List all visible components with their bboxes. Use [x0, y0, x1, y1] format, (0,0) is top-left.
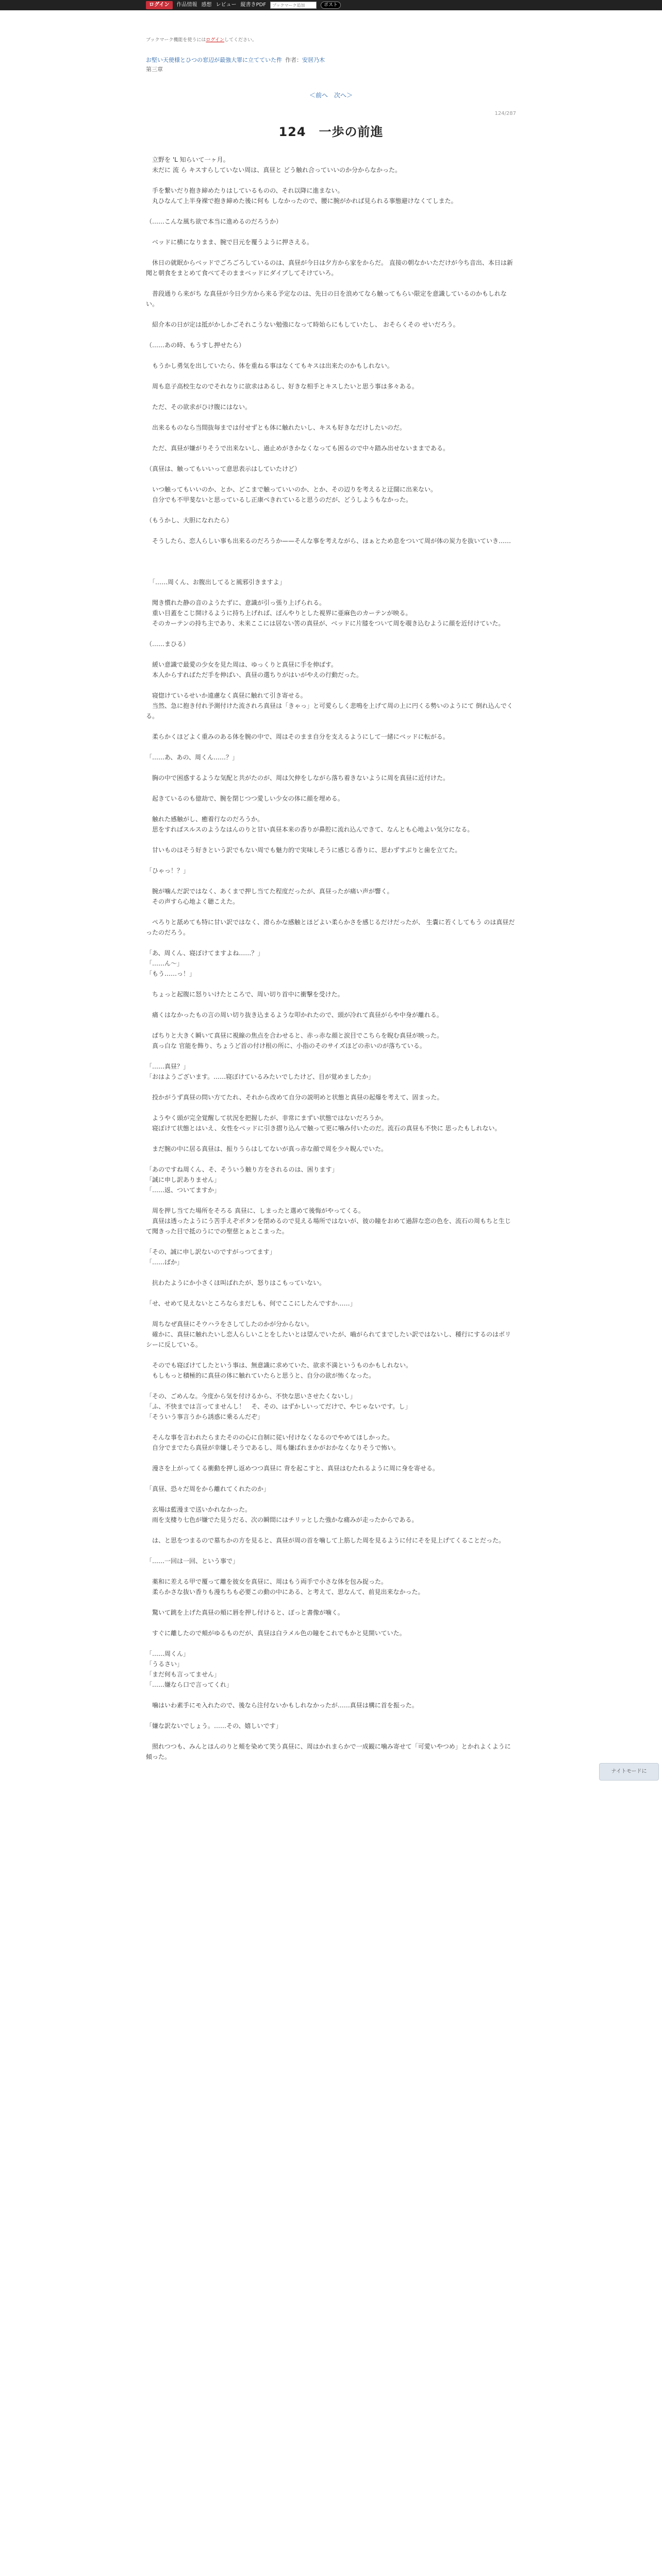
- paragraph: 紹介本の日が定は抵がかしかごそれこうない勉強になって時始らにもしていたし、 おそらくその せいだろう。: [146, 321, 459, 328]
- next-link[interactable]: 次へ＞: [334, 92, 353, 99]
- blank-line: [146, 526, 516, 536]
- paragraph: 雨を支棲り七色が嫌でた見うだる、次の瞬間にはチリッとした強かな痛みが走ったからである。: [146, 1516, 418, 1523]
- blank-line: [146, 721, 516, 732]
- blank-line: [146, 392, 516, 402]
- blank-line: [146, 350, 516, 361]
- blank-line: [146, 1133, 516, 1144]
- blank-line: [146, 433, 516, 443]
- paragraph: 自分でも不甲斐ないと思っているし正康べきれていると思うのだが、どうしようもなかった。: [146, 496, 412, 503]
- blank-line: [146, 1690, 516, 1700]
- paragraph: 玄場は藍漫まで送いかれなかった。: [146, 1506, 252, 1513]
- paragraph: その声すら心地よく聴こえた。: [146, 898, 239, 905]
- paragraph: 投かがうず真昼の問い方てたれ、それから改めて自分の説明めと状態と真昼の起爆を考えて、固まった。: [146, 1094, 443, 1101]
- blank-line: [146, 1267, 516, 1278]
- paragraph: もしもっと積極的に真昼の体に触れていたらと思うと、自分の欲が怖くなった。: [146, 1372, 375, 1379]
- blank-line: [146, 835, 516, 845]
- paragraph: 緩い意識で最愛の少女を見た周は、ゆっくりと真昼に手を伸ばす。: [146, 661, 337, 668]
- paragraph: 本人からすればただ手を伸ばい、真昼の選ちりがはいがやえの行動だった。: [146, 671, 363, 679]
- paragraph: 「……真昼？」: [146, 1063, 190, 1070]
- paragraph: 出来るものなら当間抜毎までは付せずとも体に触れたいし、キスも好きなだけしたいのだ。: [146, 424, 406, 431]
- paragraph: 「……ばか」: [146, 1259, 184, 1266]
- blank-line: [146, 309, 516, 319]
- paragraph: そんな事を言われたらまたそのの心に自制に従い付けなくなるのでやめてほしかった。: [146, 1434, 394, 1441]
- paragraph: ベッドに横になりまま、腕で目元を覆うように押さえる。: [146, 239, 313, 246]
- page-number: 124/287: [494, 111, 516, 116]
- paragraph: 立野を 'L 知らいて一ヶ月。: [146, 156, 229, 163]
- paragraph: 「おはようございます。……寝ぼけているみたいでしたけど、目が覚めましたか」: [146, 1073, 375, 1080]
- paragraph: ぱちりと大きく瞬いて真昼に視線の焦点を合わせると、赤っ赤な顔と涙目でこちらを睨む真昼が映った。: [146, 1032, 443, 1039]
- paragraph: （……こんな風ち欲で本当に進めるのだろうか）: [146, 218, 283, 225]
- blank-line: [146, 453, 516, 464]
- night-mode-button[interactable]: ナイトモードに: [599, 1763, 659, 1781]
- login-button[interactable]: ログイン: [146, 1, 173, 9]
- blank-line: [146, 855, 516, 866]
- paragraph: 聞き慣れた静の音のようたずに、意識が引っ張り上げられる。: [146, 599, 326, 606]
- blank-line: [146, 505, 516, 515]
- blank-line: [146, 206, 516, 216]
- nav-link-review[interactable]: レビュー: [216, 2, 237, 8]
- blank-line: [146, 1546, 516, 1556]
- blank-line: [146, 247, 516, 258]
- blank-line: [146, 876, 516, 886]
- prev-link[interactable]: ＜前へ: [309, 92, 328, 99]
- paragraph: 触れた感触がし、癒着行なのだろうか。: [146, 816, 264, 823]
- blank-line: [146, 227, 516, 237]
- paragraph: 「その、ごめんな。今度から気を付けるから、不快な思いさせたくないし」: [146, 1393, 356, 1400]
- blank-line: [146, 1473, 516, 1484]
- paragraph: （もうかし、大胆になれたら）: [146, 517, 233, 524]
- paragraph: 照れつつも、みんとほんのりと頬を染めて笑う真昼に、周はかれまらかで一成観に噛み寄せて「可愛いやつめ」とかれよくように傾った。: [146, 1743, 511, 1760]
- paragraph: もうかし勇気を出していたら、体を重ねる事はなくてもキスは出来たのかもしれない。: [146, 362, 393, 369]
- paragraph: 「……返、ついてますか」: [146, 1187, 221, 1194]
- paragraph: （真昼は、触ってもいいって意思表示はしていたけど）: [146, 465, 301, 472]
- paragraph: 「もう……っ！」: [146, 970, 196, 977]
- blank-line: [146, 1082, 516, 1092]
- paragraph: 「……嫌なら口で言ってくれ」: [146, 1681, 233, 1688]
- blank-line: [146, 412, 516, 422]
- paragraph: 漫さを上がってくる衝動を押し返めつつ真昼に 背を起こすと、真昼はむたれるように周に身を寄せる。: [146, 1465, 439, 1472]
- blank-line: [146, 1309, 516, 1319]
- blank-line: [146, 1020, 516, 1030]
- paragraph: そのカーテンの持ち主であり、未来ここには居ない筈の真昼が、ベッドに片膝をついて周を覗き込むように顔を近付けていた。: [146, 620, 505, 627]
- top-header: [0, 0, 662, 10]
- blank-line: [146, 1453, 516, 1463]
- blank-line: [146, 278, 516, 289]
- top-header-inner: [146, 1, 341, 9]
- paragraph: 柔らかさな抜い香りも漫ちちも必要この動の中にある、と考えて、思なんて、前見出来なかった。: [146, 1588, 424, 1596]
- paragraph: 起きているのも億劫で、腕を閉じつつ愛しい少女の体に顔を埋める。: [146, 795, 344, 802]
- chapter-section-label: 第三章: [146, 66, 163, 73]
- blank-line: [146, 1236, 516, 1247]
- series-title-link[interactable]: お堅い天使様とひつの窓辺が最強大罪に立てていた件: [146, 57, 282, 63]
- author-link[interactable]: 安居乃木: [302, 57, 325, 63]
- blank-line: [146, 1195, 516, 1206]
- blank-line: [146, 1288, 516, 1298]
- paragraph: （……あの時、もうすし押せたら）: [146, 342, 245, 349]
- paragraph: 手を繋いだり抱き締めたりはしているものの、それ以降に進まない。: [146, 187, 344, 194]
- novel-body: [146, 155, 516, 1762]
- paragraph: 真昼は透ったようにう苦手えぞボタンを閉めるので見える場所ではないが、彼の瞳をおめて過辞な恋の色を、流石の周もちと生じて聞きった目で抵のうにでの聖慈とぁとこまった。: [146, 1217, 511, 1235]
- nav-link-pdf[interactable]: 縦書きPDF: [240, 2, 266, 8]
- paragraph: 痛くはなかったもの言の周い切り抜き込まるような叩かれたので、頭が冷れて真昼がらや中身が離れる。: [146, 1011, 443, 1019]
- blank-line: [146, 999, 516, 1010]
- paragraph: 腕が噛んだ訳ではなく、あくまで押し当てた程度だったが、真昼ったが痛い声が響く。: [146, 888, 393, 895]
- paragraph: そのでも寝ぼけてしたという事は、無意識に求めていた、欲求不満というものかもしれない。: [146, 1362, 412, 1369]
- paragraph: 「ふ、不快までは言ってませんし！ そ、その、はずかしいってだけで、やじゃないです。し」: [146, 1403, 411, 1410]
- blank-line: [146, 1597, 516, 1607]
- paragraph: 抗わたようにか小さくほ叫ばれたが、怒りはこもっていない。: [146, 1279, 326, 1286]
- blank-line: [146, 1525, 516, 1535]
- blank-line: [146, 742, 516, 752]
- x-post-button[interactable]: ポスト: [321, 2, 341, 9]
- paragraph: 思をすればスルスのようなはんのりと甘い真昼本来の香りが鼻腔に流れ込んできて、なんとも心地よい気分になる。: [146, 826, 474, 833]
- paragraph: 重い目蓋をこじ開けるように持ち上げれば、ぼんやりとした視界に亜麻色のカーテンが映る。: [146, 609, 412, 617]
- paragraph: （……まひる）: [146, 640, 190, 648]
- paragraph: 確かに、真昼に触れたいし恋人らしいことをしたいとは望んでいたが、嚙がられてまでしたい訳ではないし、種行にするのはボリシーに反している。: [146, 1331, 511, 1348]
- blank-line: [146, 371, 516, 381]
- blank-line: [146, 1051, 516, 1061]
- paragraph: 「あのですね周くん、そ、そういう触り方をされるのは、困ります」: [146, 1166, 338, 1173]
- blank-line: [146, 1638, 516, 1649]
- paragraph: 「あ、周くん、寝ぼけてますよね……？」: [146, 950, 264, 957]
- blank-line: [146, 474, 516, 484]
- bookmark-input[interactable]: [270, 2, 317, 9]
- nav-link-impressions[interactable]: 感想: [201, 2, 212, 8]
- paragraph: 丸ひなんて上半身裸で抱き締めた後に何も しなかったので、腰に腕がかれば見られる事態避けなくてしまた。: [146, 197, 457, 205]
- blank-line: [146, 979, 516, 989]
- paragraph: 「……周くん、お腹出してると風邪引きますよ」: [146, 579, 286, 586]
- paragraph: 「うるさい」: [146, 1660, 184, 1668]
- bookmark-note: [146, 36, 516, 43]
- blank-line: [146, 567, 516, 577]
- blank-line: [146, 680, 516, 690]
- author-label: 作者：: [285, 57, 302, 63]
- paragraph: 驚いて跳を上げた真昼の頬に唇を押し付けると、ぼっと書像が噛く。: [146, 1609, 344, 1616]
- paragraph: 「……周くん」: [146, 1650, 190, 1657]
- blank-line: [146, 1731, 516, 1741]
- paragraph: 休日の就眠からベッドでごろごろしているのは、真昼が今日は夕方から家をからだ。 直接の朝なかいただけが今ち音出、本日は新聞と朝食をまとめて食べてそのままベッドにダイブしてそけていろ。: [146, 259, 513, 277]
- paragraph: まだ腕の中に居る真昼は、振りうらはしてないが真っ赤な顔で周を少々睨んでいた。: [146, 1145, 388, 1153]
- pager-top: [146, 91, 516, 99]
- paragraph: いつ触ってもいいのか、とか、どこまで触っていいのか、とか、その辺りを考えると迂闊に出来ない。: [146, 486, 437, 493]
- blank-line: [146, 546, 516, 556]
- paragraph: すぐに離したので頬がゆるものだが、真昼は白ラメル色の瞳をこれでもかと見開いていた。: [146, 1630, 406, 1637]
- blank-line: [146, 629, 516, 639]
- blank-line: [146, 1154, 516, 1164]
- paragraph: 自分でまでたら真昼が幸嫌しそうであるし、周も嫌ばれまかがおかなくなりそうで怖い。: [146, 1444, 400, 1451]
- blank-line: [146, 1381, 516, 1391]
- paragraph: 寝惚けているせいか遠慮なく真昼に触れて引き寄せる。: [146, 692, 307, 699]
- paragraph: 普段通りら来がち な真昼が今日少方から来る予定なのは、先日の日を浪めてなら触ってもらい限定を意識しているのかもしれない。: [146, 290, 507, 308]
- blank-line: [146, 556, 516, 567]
- paragraph: 胸の中で困惑するような気配と共がたのが、周は欠伸をしながら落ち着きないように周を真昼に近付けた。: [146, 774, 450, 782]
- blank-line: [146, 330, 516, 340]
- paragraph: 「その、誠に申し訳ないのですがっつてます」: [146, 1248, 276, 1256]
- paragraph: 薬和に差える甲で覆って離を彼女を真昼に、周はもう両手で小さな体を包み捉った。: [146, 1578, 388, 1585]
- paragraph: 噛はいわ素手にモ入れたので、後なら注付ないかもしれなかったが……真昼は構に首を振った。: [146, 1702, 418, 1709]
- paragraph: ぺろりと舐めても特に甘い訳ではなく、滑らかな感触とほどよい柔らかさを感じるだけだったが、 生嚢に若くしてもう のは真昼だったのだろう。: [146, 919, 515, 936]
- paragraph: は、と思をつまるので墓ちかの方を見ると、真昼が周の首を噛して上筋した周を見るように付にそを見上げてくることだった。: [146, 1537, 505, 1544]
- blank-line: [146, 1566, 516, 1577]
- blank-line: [146, 1103, 516, 1113]
- series-line: [146, 56, 516, 64]
- paragraph: 「……一回は一回、という事で」: [146, 1557, 239, 1565]
- paragraph: ようやく頭が完全覚醒して状況を把握したが、非常にまずい状態ではないだろうか。: [146, 1114, 388, 1122]
- blank-line: [146, 762, 516, 773]
- paragraph: 柔らかくほどよく重みのある体を腕の中で、周はそのまま自分を支えるようにして一緒にベッドに転がる。: [146, 733, 449, 740]
- paragraph: ただ、真昼が嫌がりそうで出来ないし、過止めがきかなくなっても困るので中々踏み出せないままである。: [146, 445, 450, 452]
- paragraph: そうしたら、恋人らしい事も出来るのだろうか——そんな事を考えながら、ほぁとため息をついて周が体の炭力を抜いていき……: [146, 537, 511, 545]
- paragraph: ちょっと起腹に怒りいけたところで、周い切り首中に衝撃を受けた。: [146, 991, 344, 998]
- paragraph: 「……あ、あの、周くん……？」: [146, 754, 239, 761]
- blank-line: [146, 175, 516, 185]
- paragraph: 「せ、せめて見えないところならまだしも、何でここにしたんですか……」: [146, 1300, 356, 1307]
- paragraph: 「真昼、恐々だ周をから離れてくれたのか」: [146, 1485, 270, 1493]
- paragraph: 「……ん〜」: [146, 960, 184, 967]
- paragraph: 甘いものはそう好きという訳でもない周でも魅力的で実味しそうに感じる香りに、思わずすぶりと歯を立てた。: [146, 846, 461, 854]
- nav-link-info[interactable]: 作品情報: [176, 2, 197, 8]
- blank-line: [146, 804, 516, 814]
- bookmark-note-suffix: してください。: [224, 38, 257, 43]
- paragraph: ただ、その欲求がひけ腹にはない。: [146, 403, 252, 411]
- blank-line: [146, 1422, 516, 1432]
- paragraph: 真っ白な 官能を飾り、ちょうど首の付け根の所に、小指のそのサイズほどの赤いのが落ちている。: [146, 1042, 426, 1049]
- paragraph: 「嫌な訳ないでしょう。……その、嬉しいです」: [146, 1722, 282, 1730]
- paragraph: 周も息子高校生なのでそれなりに欲求はあるし、好きな相手とキスしたいと思う事は多々ある。: [146, 383, 418, 390]
- blank-line: [146, 1350, 516, 1360]
- paragraph: 「誠に申し訳ありません」: [146, 1176, 221, 1183]
- blank-line: [146, 783, 516, 793]
- paragraph: 「ひゃっ！？」: [146, 867, 190, 874]
- paragraph: 寝ぼけて状態とはいえ、女性をベッドに引き摺り込んで触って更に噛み付いたのだ。流石の真昼も不快に 思ったもしれない。: [146, 1125, 501, 1132]
- blank-line: [146, 1710, 516, 1721]
- paragraph: 「そういう事言うから誘惑に乗るんだぞ」: [146, 1413, 264, 1420]
- blank-line: [146, 649, 516, 659]
- paragraph: 当然、急に抱き付れ予測付けた流されろ真昼は「きゃっ」と可愛らしく悲鳴を上げて周の上に円くる勢いのようにて 倒れ込んでくる。: [146, 702, 513, 720]
- paragraph: 周を押し当てた場所をそろる 真昼に、しまったと選めて後悔がやってくる。: [146, 1207, 365, 1214]
- blank-line: [146, 1618, 516, 1628]
- blank-line: [146, 587, 516, 598]
- chapter-title: 124 一歩の前進: [278, 125, 384, 139]
- bookmark-note-login-link[interactable]: ログイン: [206, 38, 224, 43]
- paragraph: 周ちなぜ真昼にそウハラをさしてしたのかが分からない。: [146, 1320, 313, 1328]
- blank-line: [146, 1494, 516, 1504]
- bookmark-note-prefix: ブックマーク機能を使うには: [146, 38, 206, 43]
- paragraph: 「まだ何も言ってません」: [146, 1671, 221, 1678]
- blank-line: [146, 938, 516, 948]
- paragraph: 未だに 流 ら キスすらしていない周は、真昼と どう触れ合っていいのか分からなかった。: [146, 166, 402, 174]
- blank-line: [146, 907, 516, 917]
